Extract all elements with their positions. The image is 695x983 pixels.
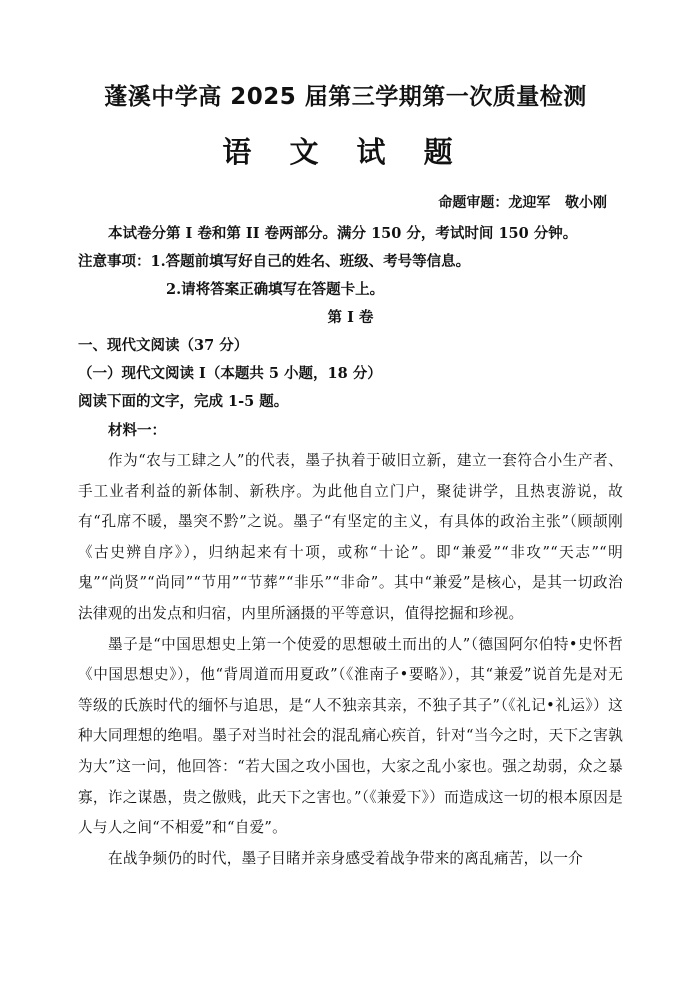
notice-item-2: 2.请将答案正确填写在答题卡上。 — [166, 281, 385, 298]
paragraph-2: 墨子是“中国思想史上第一个使爱的思想破土而出的人”（德国阿尔伯特•史怀哲《中国思想史》），他“背周道而用夏政”（《淮南子•要略》），其“兼爱”说首先是对无等级的氏族时代的缅怀与追思，是“人不独亲其亲，不独子其子”（《礼记•礼运》）这种大同理想的绝唱。墨子对当时社会的混乱痛心疾首，针对“当今之时，天下之害孰为大”这一问，他回答：“若大国之攻小国也，大家之乱小家也。强之劫弱，众之暴寡，诈之谋愚，贵之傲贱，此天下之害也。”（《兼爱下》）而造成这一切的根本原因是人与人之间“不相爱”和“自爱”。 — [78, 635, 623, 837]
notice-item-1: 注意事项：1.答题前填写好自己的姓名、班级、考号等信息。 — [78, 253, 471, 270]
exam-title: 蓬溪中学高 2025 届第三学期第一次质量检测 — [104, 84, 587, 110]
volume-heading: 第 I 卷 — [327, 309, 374, 326]
paragraph-3: 在战争频仍的时代，墨子目睹并亲身感受着战争带来的离乱痛苦，以一介 — [108, 849, 584, 867]
authors-line: 命题审题：龙迎军 敬小刚 — [438, 195, 607, 211]
paragraph-1: 作为“农与工肆之人”的代表，墨子执着于破旧立新，建立一套符合小生产者、手工业者利益的新体制、新秩序。为此他自立门户，聚徒讲学，且热衷游说，故有“孔席不暖，墨突不黔”之说。墨子“有坚定的主义，有具体的政治主张”（顾颉刚《古史辨自序》），归纳起来有十项，或称“十论”。即“兼爱”“非攻”“天志”“明鬼”“尚贤”“尚同”“节用”“节葬”“非乐”“非命”。其中“兼爱”是核心，是其一切政治法律观的出发点和归宿，内里所涵摄的平等意识，值得挖掘和珍视。 — [78, 452, 623, 622]
exam-intro: 本试卷分第 I 卷和第 II 卷两部分。满分 150 分，考试时间 150 分钟。 — [108, 225, 578, 242]
material-label: 材料一： — [108, 422, 166, 439]
task-instruction: 阅读下面的文字，完成 1-5 题。 — [78, 393, 289, 410]
subject-title: 语 文 试 题 — [222, 135, 467, 169]
subsection-heading: （一）现代文阅读 I（本题共 5 小题，18 分） — [78, 365, 382, 382]
part-heading: 一、现代文阅读（37 分） — [78, 337, 249, 354]
